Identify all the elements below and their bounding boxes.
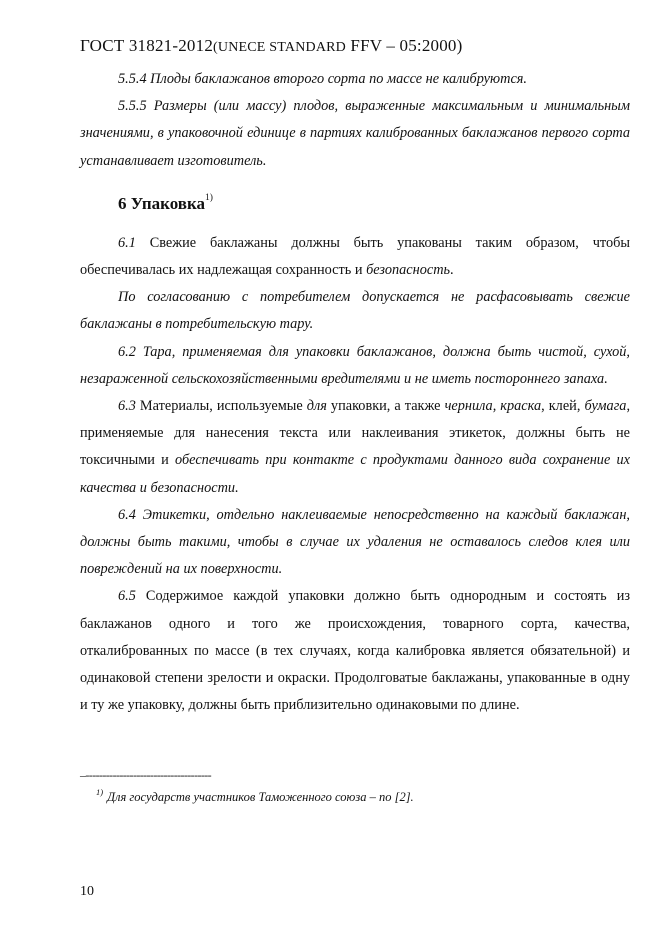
section-6-title: 6 Упаковка (118, 193, 205, 213)
paragraph-5-5-4: 5.5.4 Плоды баклажанов второго сорта по массе не калибруются. (118, 71, 528, 87)
section-6-footnote-ref: 1) (205, 192, 213, 203)
unece-open: (UNECE (213, 40, 270, 55)
paragraph-6-2: 6.2 Тара, применяемая для упаковки баклажанов, должна быть чистой, сухой, незараженной сельскохозяйственными вредителями и не иметь постороннего запаха. (80, 343, 630, 387)
unece-close: FFV – 05:2000) (345, 36, 463, 55)
section-6-heading (80, 180, 630, 222)
paragraph-6-3: 6.3 Материалы, используемые для упаковки, а также чернила, краска, клей, бумага, применяемые для нанесения текста или наклеивания этикеток, должны быть не токсичными и обеспечивать при контакте с продуктами данного вида сохранение их качества и безопасности. (80, 398, 631, 496)
paragraph-6-5: 6.5 Содержимое каждой упаковки должно быть однородным и состоять из баклажанов одного и того же происхождения, товарного сорта, качества, откалиброванных по массе (в тех случаях, когда калибровка является обязательной) и одинаковой степени зрелости и окраски. Продолговатые баклажаны, упакованные в одну и ту же упаковку, должны быть приблизительно одинаковыми по длине. (80, 588, 630, 714)
footnote-separator: –------------------------------------- (80, 768, 212, 782)
body-text (80, 66, 630, 719)
unece-standard: STANDARD (269, 40, 346, 55)
footnote-text: Для государств участников Таможенного союза – по [2]. (107, 790, 414, 804)
gost-number: ГОСТ 31821-2012 (80, 36, 214, 55)
paragraph-6-4: 6.4 Этикетки, отдельно наклеиваемые непосредственно на каждый баклажан, должны быть такими, чтобы в случае их удаления не оставалось следов клея или повреждений на их поверхности. (80, 506, 630, 578)
page-number: 10 (80, 884, 94, 899)
page-header (80, 36, 463, 56)
footnote-marker: 1) (96, 787, 104, 797)
paragraph-6-1: 6.1 Свежие баклажаны должны быть упакованы таким образом, чтобы обеспечивалась их надлежащая сохранность и безопасность. (80, 234, 630, 279)
footnote (96, 787, 414, 805)
paragraph-5-5-5: 5.5.5 Размеры (или массу) плодов, выраженные максимальным и минимальным значениями, в упаковочной единице в партиях калиброванных баклажанов первого сорта устанавливает изготовитель. (80, 98, 630, 169)
paragraph-6-1-agreement: По согласованию с потребителем допускается не расфасовывать свежие баклажаны в потребительскую тару. (80, 289, 630, 333)
